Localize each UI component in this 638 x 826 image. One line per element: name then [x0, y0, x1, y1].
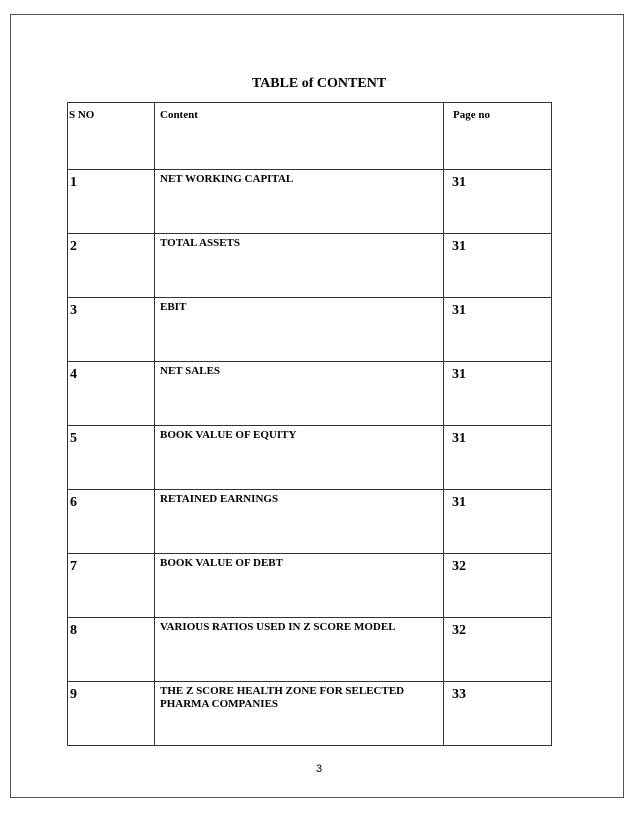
row-sno: 8	[68, 618, 155, 682]
row-sno: 7	[68, 554, 155, 618]
row-content: NET SALES	[155, 362, 444, 426]
row-content: NET WORKING CAPITAL	[155, 170, 444, 234]
header-sno: S NO	[68, 103, 155, 170]
table-row	[68, 426, 552, 490]
row-content: THE Z SCORE HEALTH ZONE FOR SELECTED PHARMA COMPANIES	[155, 682, 444, 746]
row-content: RETAINED EARNINGS	[155, 490, 444, 554]
row-page: 31	[444, 362, 552, 426]
page-number: 3	[315, 763, 323, 775]
row-sno: 4	[68, 362, 155, 426]
header-content: Content	[155, 103, 444, 170]
table-row	[68, 682, 552, 746]
row-page: 31	[444, 490, 552, 554]
row-content: VARIOUS RATIOS USED IN Z SCORE MODEL	[155, 618, 444, 682]
table-row	[68, 490, 552, 554]
table-row	[68, 554, 552, 618]
row-content: EBIT	[155, 298, 444, 362]
table-row	[68, 234, 552, 298]
row-sno: 2	[68, 234, 155, 298]
row-sno: 9	[68, 682, 155, 746]
row-page: 32	[444, 554, 552, 618]
row-page: 32	[444, 618, 552, 682]
row-content: TOTAL ASSETS	[155, 234, 444, 298]
row-content: BOOK VALUE OF EQUITY	[155, 426, 444, 490]
row-content: BOOK VALUE OF DEBT	[155, 554, 444, 618]
toc-table	[67, 102, 552, 746]
row-page: 31	[444, 426, 552, 490]
table-row	[68, 362, 552, 426]
row-page: 31	[444, 170, 552, 234]
row-sno: 6	[68, 490, 155, 554]
page-title: TABLE of CONTENT	[251, 76, 387, 91]
table-row	[68, 170, 552, 234]
header-page-no: Page no	[444, 103, 552, 170]
table-row	[68, 618, 552, 682]
row-page: 31	[444, 234, 552, 298]
row-page: 33	[444, 682, 552, 746]
row-page: 31	[444, 298, 552, 362]
table-row	[68, 298, 552, 362]
table-header-row	[68, 103, 552, 170]
row-sno: 1	[68, 170, 155, 234]
row-sno: 3	[68, 298, 155, 362]
row-sno: 5	[68, 426, 155, 490]
